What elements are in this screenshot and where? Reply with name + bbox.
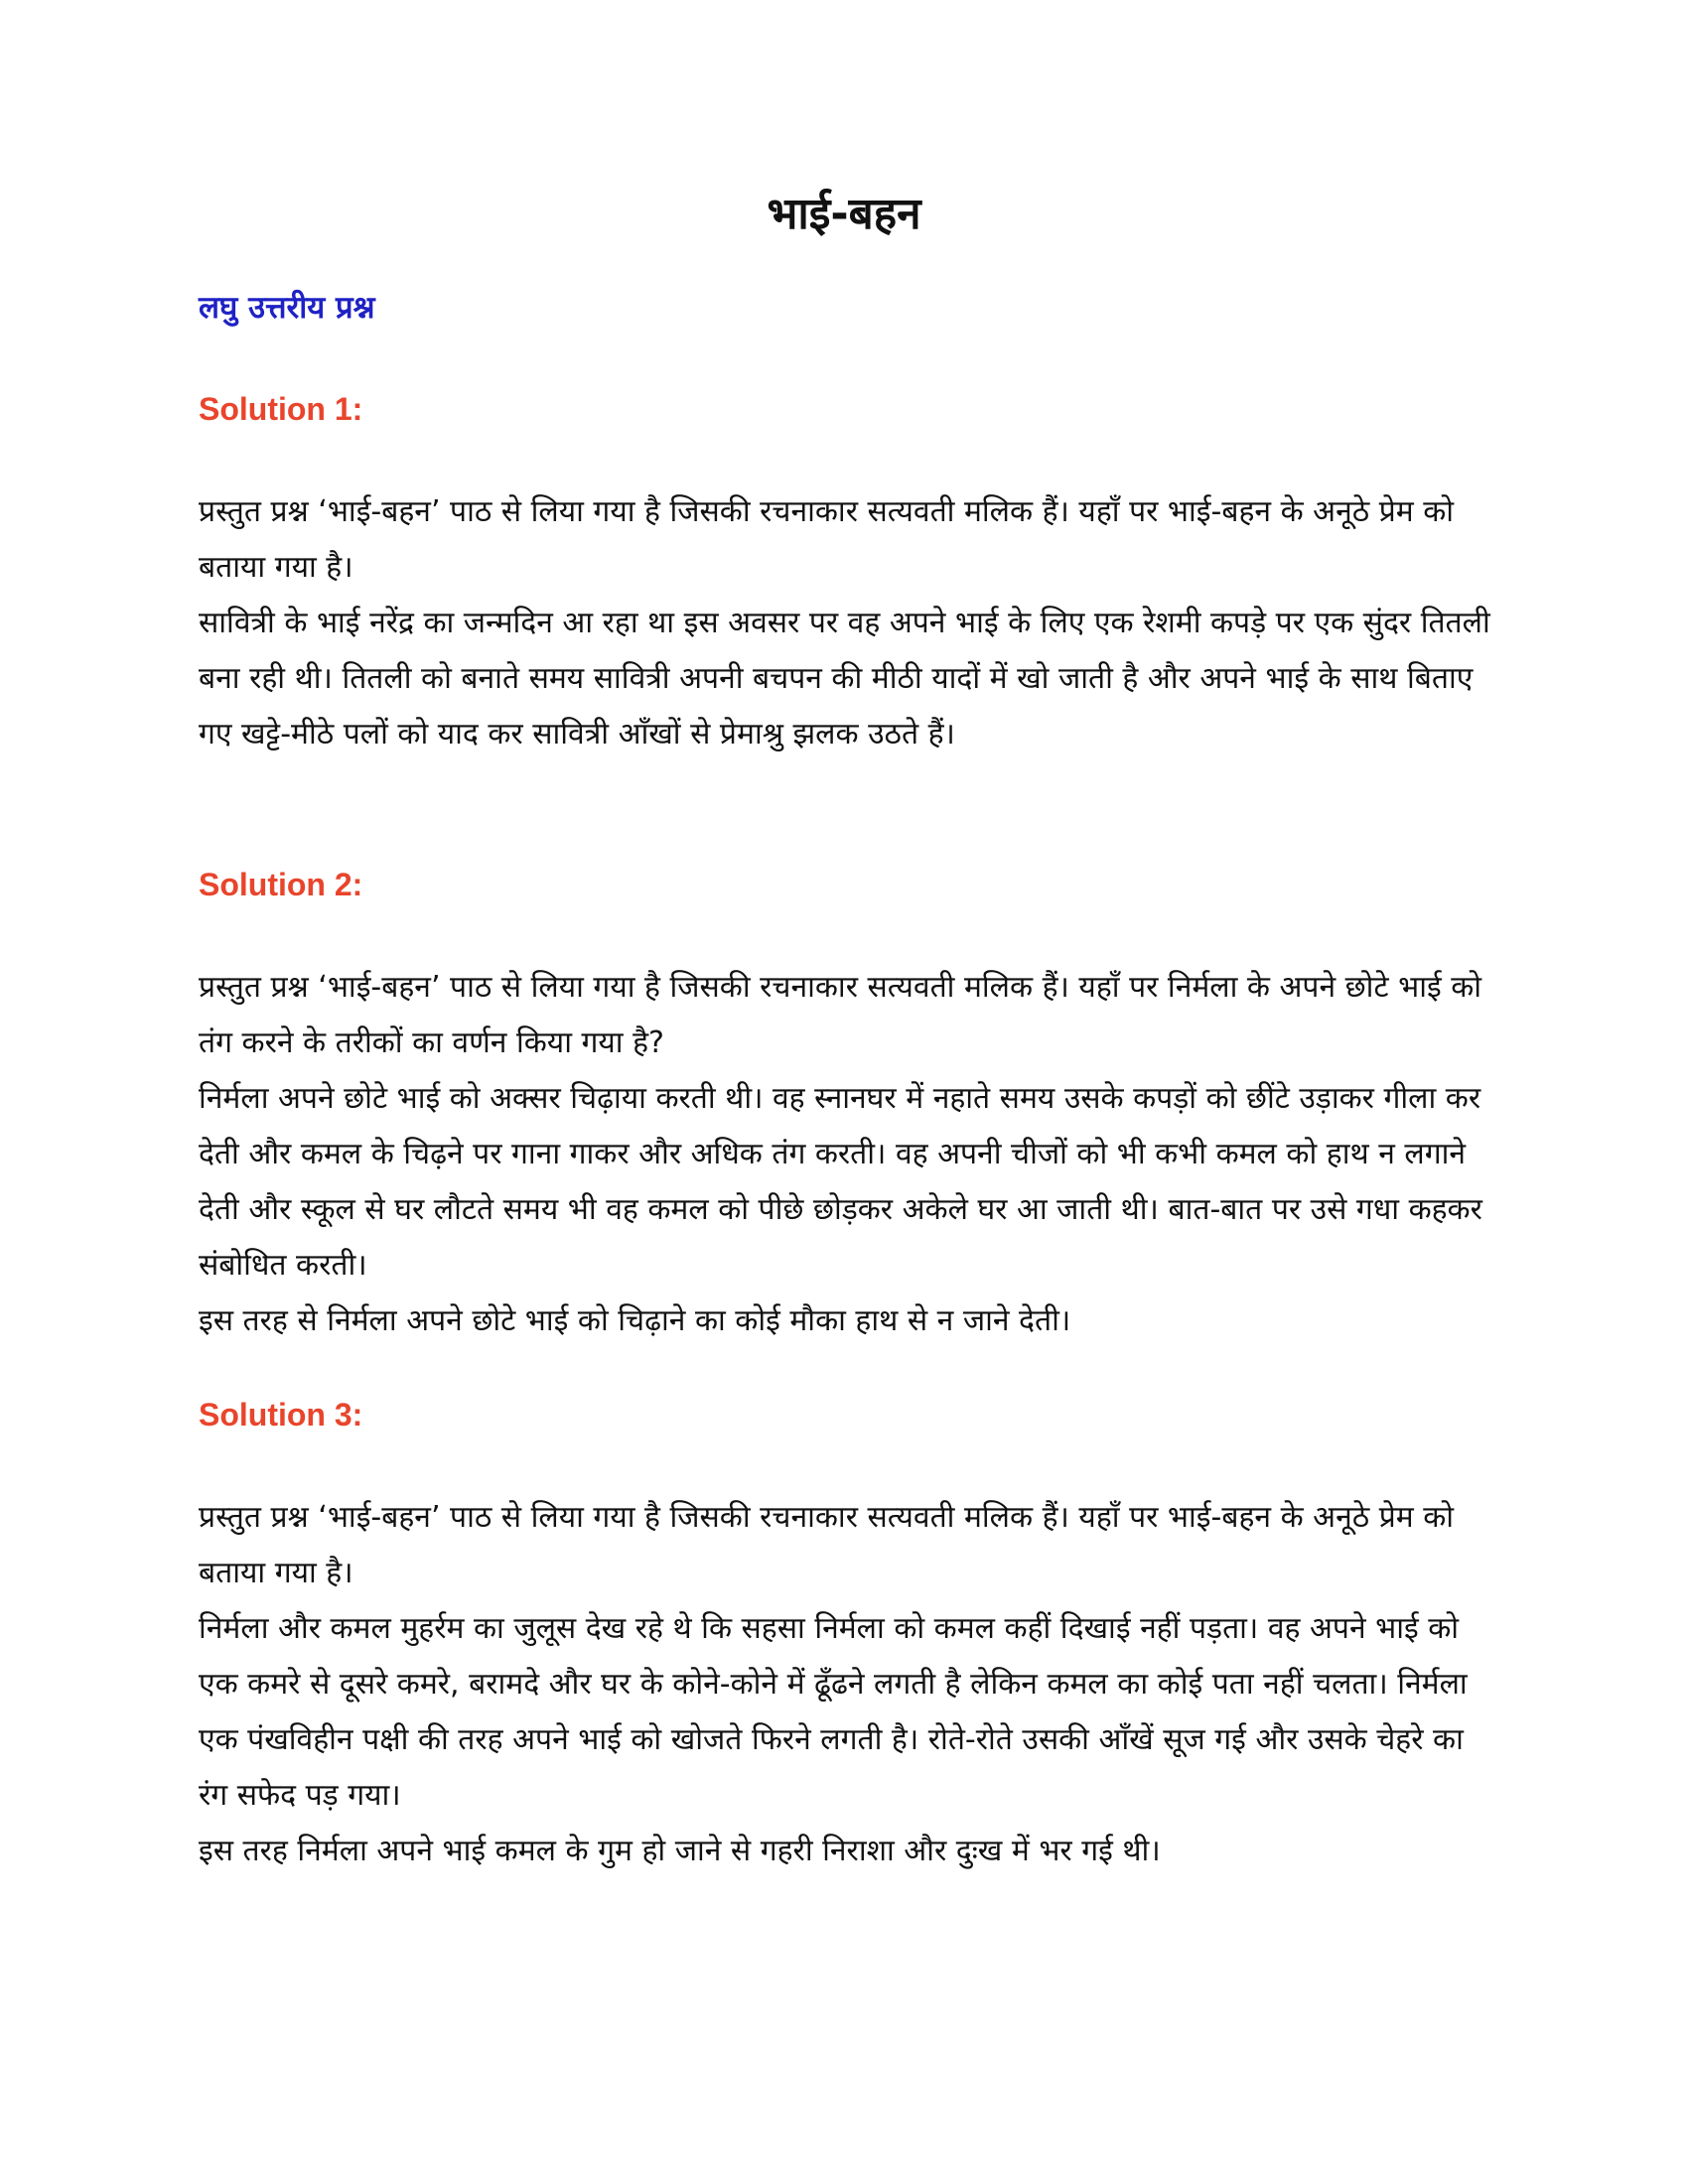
solution-3-paragraph-2: निर्मला और कमल मुहर्रम का जुलूस देख रहे थे कि सहसा निर्मला को कमल कहीं दिखाई नहीं पड़ता। वह अपने भाई को एक कमरे से दूसरे कमरे, बरामदे और घर के कोने-कोने में ढूँढने लगती है लेकिन कमल का कोई पता नहीं चलता। निर्मला एक पंखविहीन पक्षी की तरह अपने भाई को खोजते फिरने लगती है। रोते-रोते उसकी आँखें सूज गई और उसके चेहरे का रंग सफेद पड़ गया। [199,1611,1468,1813]
page-title: भाई-बहन [767,189,921,239]
solution-1-paragraph-2: सावित्री के भाई नरेंद्र का जन्मदिन आ रहा था इस अवसर पर वह अपने भाई के लिए एक रेशमी कपड़े पर एक सुंदर तितली बना रही थी। तितली को बनाते समय सावित्री अपनी बचपन की मीठी यादों में खो जाती है और अपने भाई के साथ बिताए गए खट्टे-मीठे पलों को याद कर सावित्री आँखों से प्रेमाश्रु झलक उठते हैं। [199,606,1490,751]
solution-2-heading: Solution 2: [199,867,363,902]
solution-1-body [199,484,1499,762]
solution-3-heading: Solution 3: [199,1397,363,1433]
solution-1-paragraph-1: प्रस्तुत प्रश्न ‘भाई-बहन’ पाठ से लिया गया है जिसकी रचनाकार सत्यवती मलिक हैं। यहाँ पर भाई-बहन के अनूठे प्रेम को बताया गया है। [199,494,1455,585]
solution-3-paragraph-1: प्रस्तुत प्रश्न ‘भाई-बहन’ पाठ से लिया गया है जिसकी रचनाकार सत्यवती मलिक हैं। यहाँ पर भाई-बहन के अनूठे प्रेम को बताया गया है। [199,1500,1455,1590]
section-subtitle: लघु उत्तरीय प्रश्न [199,290,375,326]
solution-2-body [199,960,1499,1349]
solution-1-heading: Solution 1: [199,391,363,427]
solution-2-paragraph-2: निर्मला अपने छोटे भाई को अक्सर चिढ़ाया करती थी। वह स्नानघर में नहाते समय उसके कपड़ों को छींटे उड़ाकर गीला कर देती और कमल के चिढ़ने पर गाना गाकर और अधिक तंग करती। वह अपनी चीजों को भी कभी कमल को हाथ न लगाने देती और स्कूल से घर लौटते समय भी वह कमल को पीछे छोड़कर अकेले घर आ जाती थी। बात-बात पर उसे गधा कहकर संबोधित करती। [199,1081,1482,1283]
solution-3-body [199,1490,1499,1879]
solution-3-paragraph-3: इस तरह निर्मला अपने भाई कमल के गुम हो जाने से गहरी निराशा और दुःख में भर गई थी। [199,1834,1161,1868]
solution-2-paragraph-1: प्रस्तुत प्रश्न ‘भाई-बहन’ पाठ से लिया गया है जिसकी रचनाकार सत्यवती मलिक हैं। यहाँ पर निर्मला के अपने छोटे भाई को तंग करने के तरीकों का वर्णन किया गया है? [199,970,1482,1060]
solution-2-paragraph-3: इस तरह से निर्मला अपने छोटे भाई को चिढ़ाने का कोई मौका हाथ से न जाने देती। [199,1303,1071,1338]
